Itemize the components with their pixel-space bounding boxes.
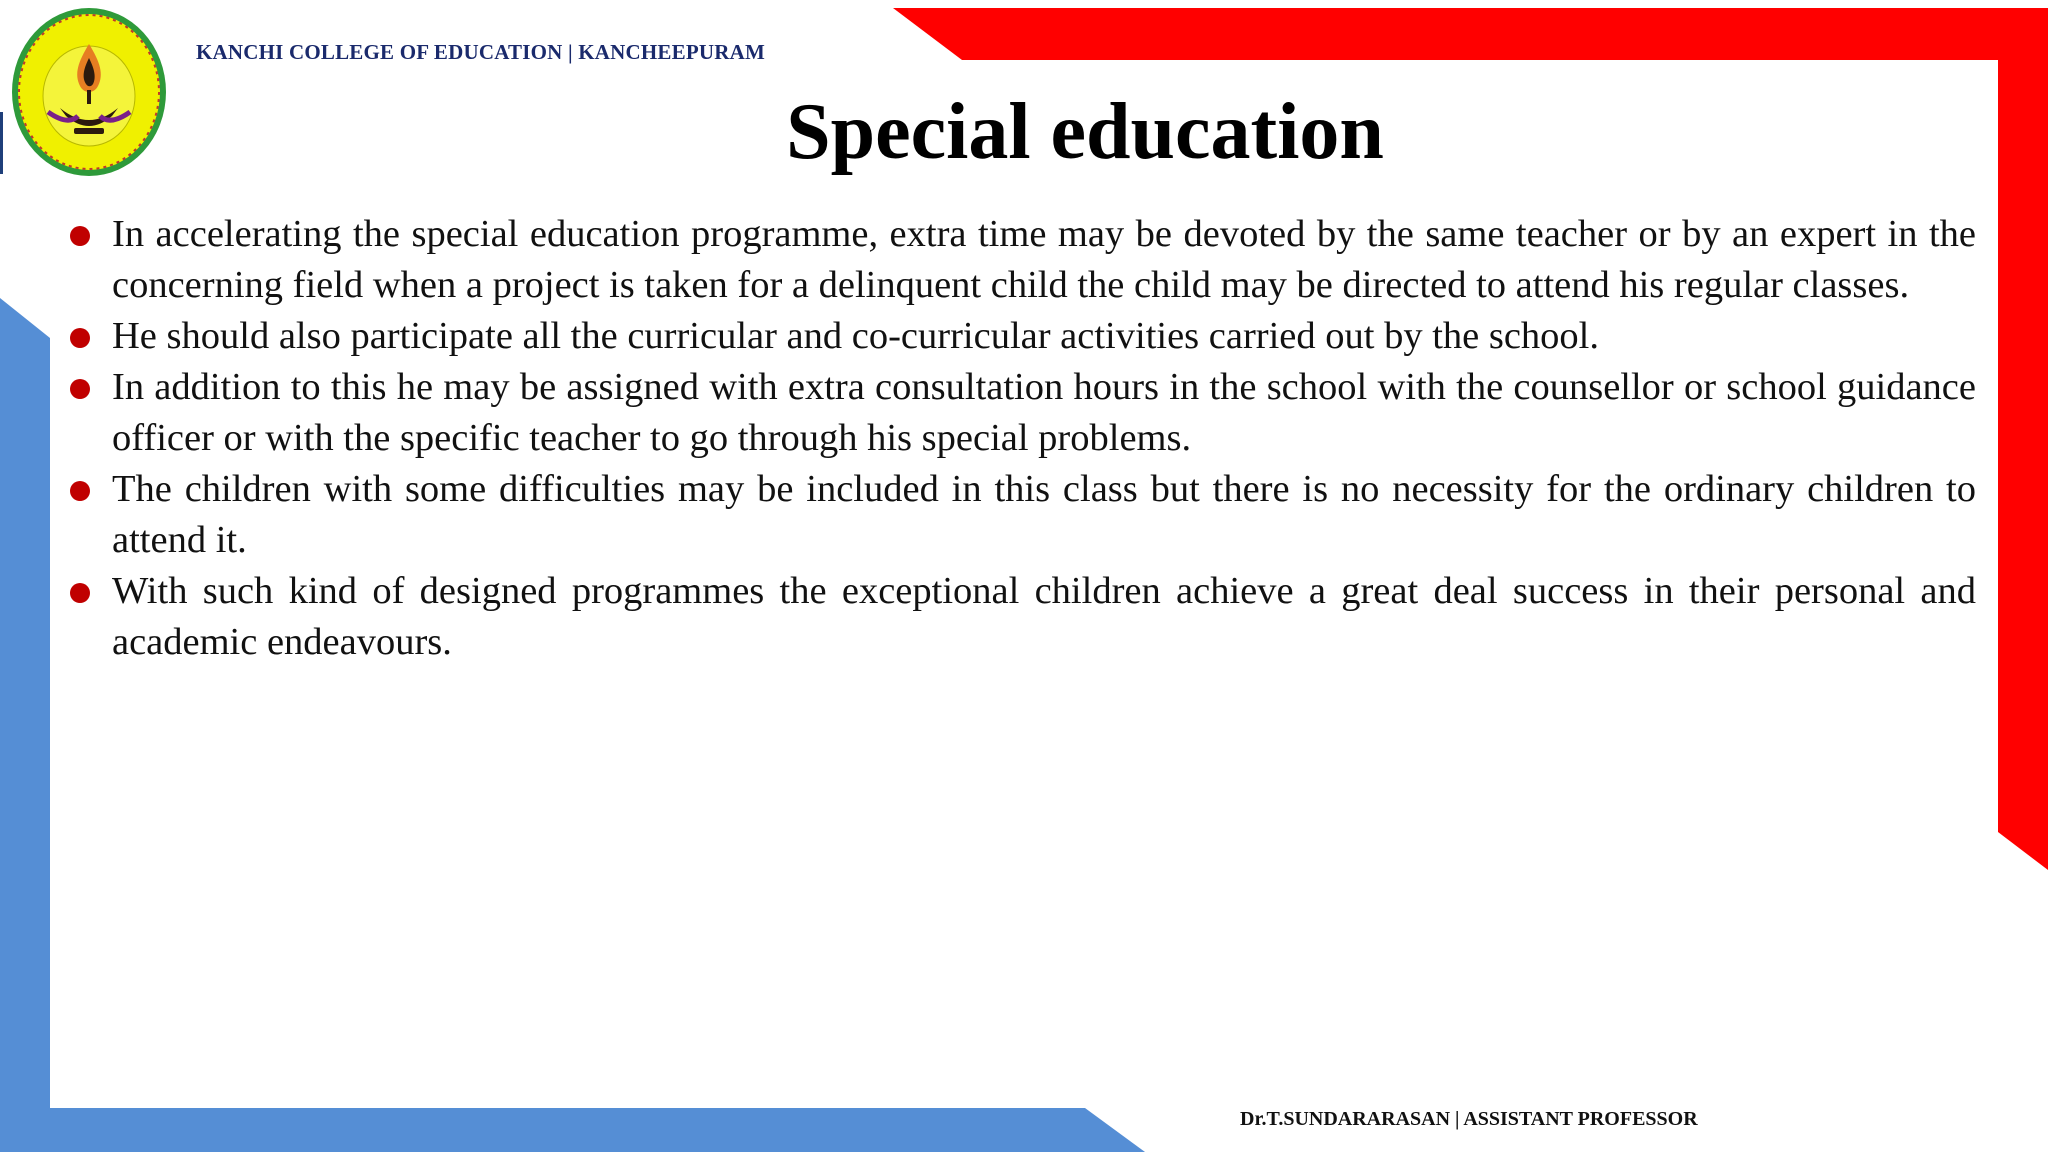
footer-author: Dr.T.SUNDARARASAN | ASSISTANT PROFESSOR [1240, 1108, 1698, 1130]
bullet-list [68, 209, 1976, 668]
bullet-dot-icon [70, 583, 90, 603]
bullet-item [68, 362, 1976, 464]
blue-frame-left [0, 298, 50, 1152]
bullet-item [68, 566, 1976, 668]
red-frame-right [1998, 60, 2048, 870]
bullet-item [68, 464, 1976, 566]
bullet-dot-icon [70, 379, 90, 399]
college-name: KANCHI COLLEGE OF EDUCATION | KANCHEEPURAM [196, 40, 765, 64]
bullet-item [68, 311, 1976, 362]
bullet-text: In accelerating the special education programme, extra time may be devoted by the same teacher or by an expert in the concerning field when a project is taken for a delinquent child the child may be directed to attend his regular classes. [112, 213, 1976, 306]
bullet-text: The children with some difficulties may be included in this class but there is no necessity for the ordinary children to attend it. [112, 468, 1976, 561]
bullet-dot-icon [70, 481, 90, 501]
slide-title: Special education [786, 88, 1384, 176]
bullet-text: In addition to this he may be assigned with extra consultation hours in the school with the counsellor or school guidance officer or with the specific teacher to go through his special problems. [112, 366, 1976, 459]
bullet-dot-icon [70, 328, 90, 348]
bullet-text: With such kind of designed programmes the exceptional children achieve a great deal success in their personal and academic endeavours. [112, 570, 1976, 663]
bullet-dot-icon [70, 226, 90, 246]
bullet-text: He should also participate all the curricular and co-curricular activities carried out by the school. [112, 315, 1600, 357]
bullet-item [68, 209, 1976, 311]
red-frame-top [893, 8, 2048, 60]
blue-frame-bottom [50, 1108, 1145, 1152]
